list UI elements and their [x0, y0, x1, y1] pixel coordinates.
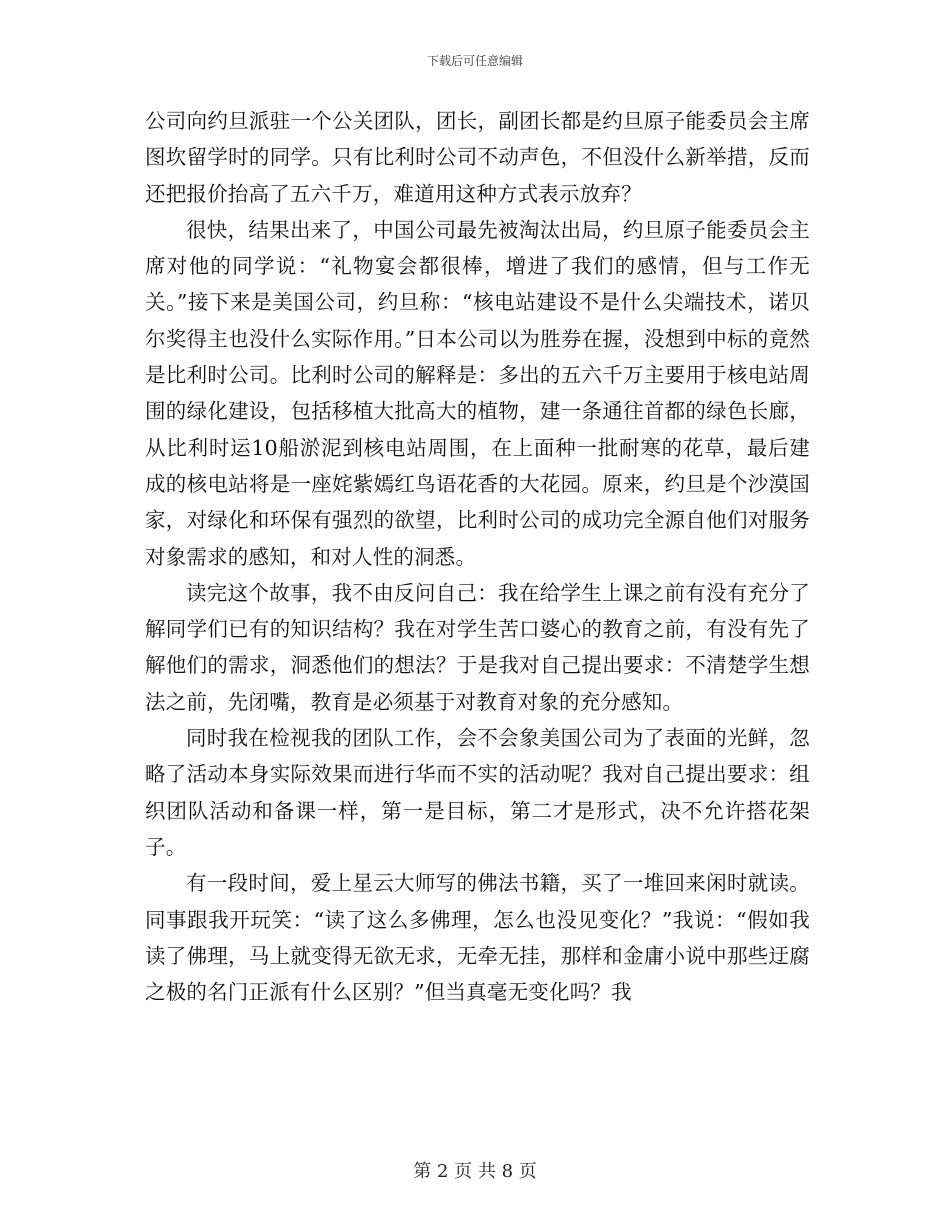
page-footer: 第 2 页 共 8 页	[413, 1161, 537, 1182]
paragraph-2: 很快，结果出来了，中国公司最先被淘汰出局，约旦原子能委员会主席对他的同学说：“礼物宴会都很棒，增进了我们的感情，但与工作无关。”接下来是美国公司，约旦称：“核电站建设不是什么尖端技术，诺贝尔奖得主也没什么实际作用。”日本公司以为胜券在握，没想到中标的竟然是比利时公司。比利时公司的解释是：多出的五六千万主要用于核电站周围的绿化建设，包括移植大批高大的植物，建一条通往首都的绿色长廊，从比利时运10船淤泥到核电站周围，在上面种一批耐寒的花草，最后建成的核电站将是一座姹紫嫣红鸟语花香的大花园。原来，约旦是个沙漠国家，对绿化和环保有强烈的欲望，比利时公司的成功完全源自他们对服务对象需求的感知，和对人性的洞悉。	[145, 217, 810, 569]
paragraph-4: 同时我在检视我的团队工作，会不会象美国公司为了表面的光鲜，忽略了活动本身实际效果而进行华而不实的活动呢？我对自己提出要求：组织团队活动和备课一样，第一是目标，第二才是形式，决不允许搭花架子。	[145, 726, 810, 859]
page-header: 下载后可任意编辑	[426, 54, 523, 68]
paragraph-5: 有一段时间，爱上星云大师写的佛法书籍，买了一堆回来闲时就读。同事跟我开玩笑：“读了这么多佛理，怎么也没见变化？”我说：“假如我读了佛理，马上就变得无欲无求，无牵无挂，那样和金庸小说中那些迂腐之极的名门正派有什么区别？”但当真毫无变化吗？我	[145, 871, 810, 1005]
paragraph-3: 读完这个故事，我不由反问自己：我在给学生上课之前有没有充分了解同学们已有的知识结构？我在对学生苦口婆心的教育之前，有没有先了解他们的需求，洞悉他们的想法？于是我对自己提出要求：不清楚学生想法之前，先闭嘴，教育是必须基于对教育对象的充分感知。	[145, 580, 810, 714]
document-body	[145, 103, 810, 1010]
paragraph-1: 公司向约旦派驻一个公关团队，团长，副团长都是约旦原子能委员会主席图坎留学时的同学。只有比利时公司不动声色，不但没什么新举措，反而还把报价抬高了五六千万，难道用这种方式表示放弃？	[145, 109, 810, 206]
